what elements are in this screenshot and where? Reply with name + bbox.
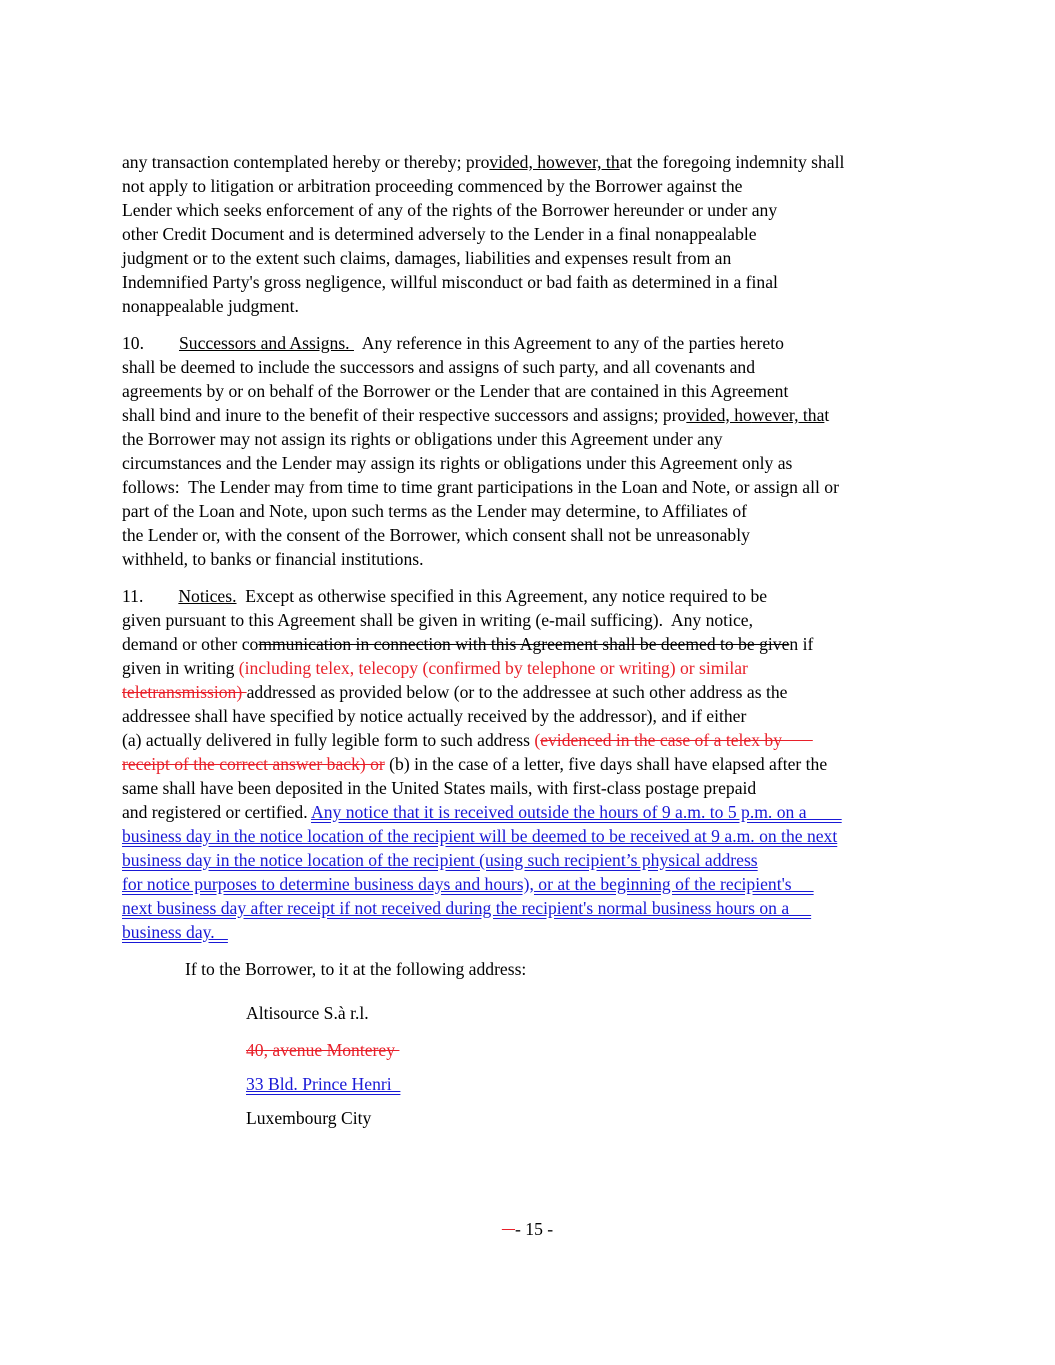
sec10-line5: the Borrower may not assign its rights or obligations under this Agreement under any — [122, 429, 723, 449]
para1-line7: nonappealable judgment. — [122, 296, 299, 316]
sec10-line6: circumstances and the Lender may assign its rights or obligations under this Agreement only as — [122, 453, 793, 473]
sec10-line9: the Lender or, with the consent of the Borrower, which consent shall not be unreasonably — [122, 525, 750, 545]
borrower-city: Luxembourg City — [246, 1108, 372, 1128]
borrower-name: Altisource S.à r.l. — [246, 1003, 369, 1023]
para1-line6: Indemnified Party's gross negligence, willful misconduct or bad faith as determined in a final — [122, 272, 778, 292]
sec10-heading: Successors and Assigns. — [179, 333, 354, 353]
sec11-line4: given in writing (including telex, telecopy (confirmed by telephone or writing) or similar — [122, 658, 748, 678]
changed-text: (including telex, telecopy (confirmed by telephone or writing) or similar — [238, 658, 748, 678]
sec11-line11-inserted: business day in the notice location of the recipient will be deemed to be received at 9 a.m. on the next — [122, 826, 838, 846]
deleted-text: mmunication in connection with this Agreement shall be deemed to be give — [258, 634, 790, 654]
sec11-number: 11. — [122, 586, 144, 606]
para1-line2: not apply to litigation or arbitration proceeding commenced by the Borrower against the — [122, 176, 743, 196]
para1-line4: other Credit Document and is determined adversely to the Lender in a final nonappealable — [122, 224, 757, 244]
sec10-line8: part of the Loan and Note, upon such terms as the Lender may determine, to Affiliates of — [122, 501, 748, 521]
para1-line1: any transaction contemplated hereby or thereby; provided, however, that the foregoing indemnity shall — [122, 152, 845, 172]
sec11-line12-inserted: business day in the notice location of the recipient (using such recipient’s physical address — [122, 850, 758, 870]
para1-line5: judgment or to the extent such claims, damages, liabilities and expenses result from an — [122, 248, 732, 268]
sec11-heading: Notices. — [178, 586, 237, 606]
sec11-line1: 11. Notices. Except as otherwise specified in this Agreement, any notice required to be — [122, 586, 768, 606]
sec11-line6: addressee shall have specified by notice actually received by the addressor), and if either — [122, 706, 747, 726]
sec11-line13-inserted: for notice purposes to determine business days and hours), or at the beginning of the recipient's — [122, 874, 814, 894]
deleted-text: teletransmission) — [122, 682, 247, 702]
deleted-text: receipt of the correct answer back) or — [122, 754, 385, 774]
borrower-intro: If to the Borrower, to it at the following address: — [185, 959, 527, 979]
borrower-old-address: 40, avenue Monterey — [246, 1040, 400, 1060]
sec10-line4: shall bind and inure to the benefit of their respective successors and assigns; provided, however, that — [122, 405, 830, 425]
sec10-line10: withheld, to banks or financial institutions. — [122, 549, 424, 569]
sec10-line1: 10. Successors and Assigns. Any reference in this Agreement to any of the parties hereto — [122, 333, 784, 353]
sec10-line3: agreements by or on behalf of the Borrower or the Lender that are contained in this Agreement — [122, 381, 789, 401]
sec10-line7: follows: The Lender may from time to time grant participations in the Loan and Note, or assign all or — [122, 477, 839, 497]
sec11-line2: given pursuant to this Agreement shall be given in writing (e-mail sufficing). Any notice, — [122, 610, 753, 630]
sec11-line14-inserted: next business day after receipt if not received during the recipient's normal business hours on a — [122, 898, 812, 918]
deleted-text — [502, 1219, 515, 1239]
sec11-line9: same shall have been deposited in the United States mails, with first-class postage prepaid — [122, 778, 757, 798]
sec10-line2: shall be deemed to include the successors and assigns of such party, and all covenants and — [122, 357, 756, 377]
para1-line3: Lender which seeks enforcement of any of the rights of the Borrower hereunder or under any — [122, 200, 778, 220]
borrower-new-address: 33 Bld. Prince Henri — [246, 1074, 401, 1094]
page-number: - 15 - — [0, 1217, 1055, 1241]
inserted-text: Any notice that it is received outside the hours of 9 a.m. to 5 p.m. on a — [311, 802, 842, 822]
sec11-line3: demand or other communication in connection with this Agreement shall be deemed to be given if — [122, 634, 814, 654]
sec10-number: 10. — [122, 333, 144, 353]
sec11-line8: receipt of the correct answer back) or (b) in the case of a letter, five days shall have elapsed after the — [122, 754, 828, 774]
sec11-line5: teletransmission) addressed as provided below (or to the addressee at such other address as the — [122, 682, 788, 702]
deleted-text: evidenced in the case of a telex by — [540, 730, 813, 750]
sec11-line10: and registered or certified. Any notice that it is received outside the hours of 9 a.m. to 5 p.m. on a — [122, 802, 842, 822]
sec11-line15-inserted: business day. — [122, 922, 228, 942]
sec11-line7: (a) actually delivered in fully legible form to such address (evidenced in the case of a telex by — [122, 730, 813, 750]
